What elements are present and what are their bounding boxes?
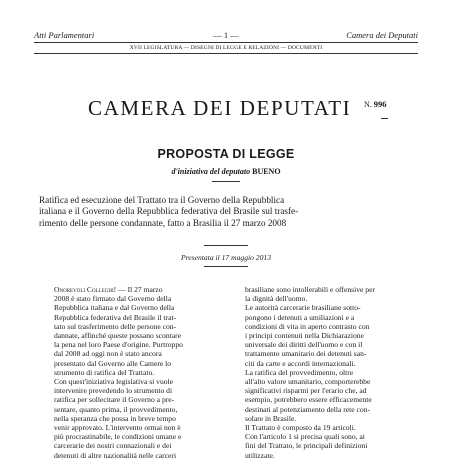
text-line: detenuti di altre nazionalità nelle carceri (54, 450, 177, 460)
ratifica-title (39, 195, 414, 229)
text-line: dal 2008 ad oggi non è stato ancora (54, 349, 162, 359)
text-line: dannate, affinché queste possano scontare (54, 331, 182, 341)
text-line: condizioni di vita in aperto contrasto con (245, 321, 370, 331)
text-column-right (245, 285, 431, 460)
text-line: intervenire prevedendo lo strumento di (54, 386, 173, 396)
header-rule (34, 42, 418, 43)
text-line: la dignità dell'uomo. (245, 294, 308, 304)
legislature-subhead: XVII LEGISLATURA — DISEGNI DI LEGGE E RELAZIONI — DOCUMENTI (129, 45, 323, 51)
text-line: fini del Trattato, le principali definizioni (245, 441, 368, 451)
text-line: utilizzate. (245, 450, 275, 460)
text-line: la pena nel loro Paese d'origine. Purtroppo (54, 340, 183, 350)
text-line: strumento di ratifica del Trattato. (54, 367, 155, 377)
text-line: destinati al potenziamento della rete con- (245, 404, 371, 414)
presentation-date: Presentata il 17 maggio 2013 (181, 253, 271, 262)
document-page (34, 0, 418, 460)
text-column-left (54, 285, 240, 460)
text-line: carcerarie dei nostri connazionali e dei (54, 441, 172, 451)
text-line: nella speranza che possa in breve tempo (54, 413, 176, 423)
text-line: ratifica per sollecitare il Governo a pre- (54, 395, 175, 405)
text-line: Il Trattato è composto da 19 articoli. (245, 423, 356, 433)
text-line: presentato dal Governo alle Camere lo (54, 358, 172, 368)
text-line: Le autorità carcerarie brasiliane sotto- (245, 303, 361, 313)
bill-number-label: N. (364, 100, 372, 109)
text-line: Con l'articolo 1 si precisa quali sono, ai (245, 432, 365, 442)
text-line: 2008 è stato firmato dal Governo della (54, 294, 172, 304)
text-line: significativi risparmi per l'erario che, ad (245, 386, 367, 396)
salutation: Onorevoli Colleghi! (54, 285, 117, 294)
text-line: tato sul trasferimento delle persone con- (54, 321, 177, 331)
text-line (54, 285, 240, 294)
subhead-rule (34, 53, 418, 54)
presented-rule-top (204, 245, 248, 246)
text-line: La ratifica del provvedimento, oltre (245, 367, 354, 377)
text-line: all'alto valore umanitario, comporterebbe (245, 377, 371, 387)
text-line: Repubblica federativa del Brasile il trat- (54, 312, 177, 322)
presented-rule-bottom (204, 266, 248, 267)
initiative-prefix: d'iniziativa del deputato (171, 167, 251, 176)
ratifica-line: rimento delle persone condannate, fatto a Brasilia il 27 marzo 2008 (39, 217, 287, 228)
chamber-name: CAMERA DEI DEPUTATI (88, 96, 352, 120)
text-line: più procrastinabile, le condizioni umane e (54, 432, 182, 442)
text-line: trattamento umanitario dei detenuti san- (245, 349, 367, 359)
text-line: sentare, quanto prima, il provvedimento, (54, 404, 178, 414)
bill-number (364, 99, 387, 109)
bill-number-value: 996 (373, 99, 387, 109)
text-line: venir approvato. L'intervento ormai non è (54, 423, 181, 433)
running-head-right: Camera dei Deputati (346, 30, 418, 40)
text-line: i principi contenuti nella Dichiarazione (245, 331, 364, 341)
deputy-name: BUENO (252, 167, 281, 176)
text-line: solare in Brasile. (245, 413, 297, 423)
title-rule (212, 181, 240, 182)
salutation-rest: — Il 27 marzo (116, 285, 163, 294)
text-line: citi da carte e accordi internazionali. (245, 358, 356, 368)
text-line: Repubblica italiana e dal Governo della (54, 303, 175, 313)
initiative-line (34, 167, 418, 176)
ratifica-line: Ratifica ed esecuzione del Trattato tra il Governo della Repubblica (39, 195, 285, 205)
text-line: esempio, potrebbero essere efficacemente (245, 395, 372, 405)
text-line: pongono i detenuti a umiliazioni e a (245, 312, 355, 322)
text-line: Con quest'iniziativa legislativa si vuole (54, 377, 174, 387)
bill-title: PROPOSTA DI LEGGE (157, 147, 295, 161)
page-number: — 1 — (213, 30, 239, 40)
text-line: brasiliane sono intollerabili e offensive per (245, 285, 375, 294)
text-line: universale dei diritti dell'uomo e con il (245, 340, 363, 350)
running-head-left: Atti Parlamentari (34, 30, 95, 40)
bill-number-underline (381, 118, 388, 119)
ratifica-line: italiana e il Governo della Repubblica federativa del Brasile sul trasfe- (39, 206, 299, 217)
